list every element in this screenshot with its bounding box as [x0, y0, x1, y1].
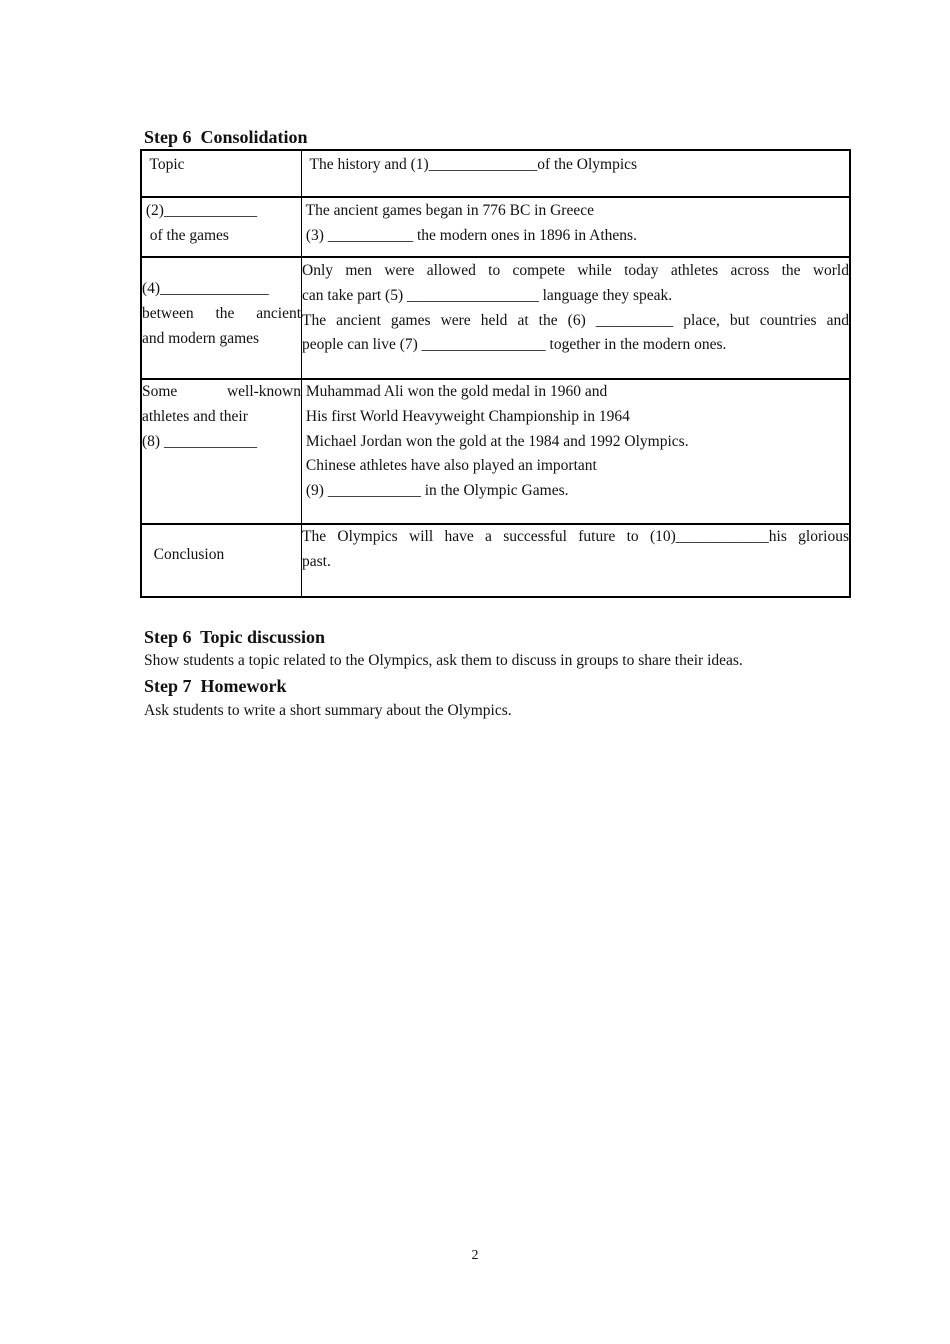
row-divider	[142, 256, 849, 258]
topic-discussion-heading: Step 6 Topic discussion	[144, 627, 326, 647]
row-topic-content: The history and (1)______________of the Olympics	[302, 156, 638, 173]
row-divider	[142, 196, 849, 198]
row-athletes-content: Muhammad Ali won the gold medal in 1960 and His first World Heavyweight Championship in 1964 Michael Jordan won the gold at the 1984 and 1992 Olympics. Chinese athletes have also played an important (9) ____________ in the Olympic Games.	[302, 383, 689, 500]
row-differences-content: Only men were allowed to compete while today athletes across the world can take part (5) _________________ language they speak. The ancient games were held at the (6) __________ place, but countries and people can live (7) ________________ together in the modern ones.	[302, 262, 849, 354]
topic-discussion-body: Show students a topic related to the Olympics, ask them to discuss in groups to share their ideas.	[144, 652, 743, 669]
homework-heading: Step 7 Homework	[144, 676, 287, 696]
row-history-label: (2)____________ of the games	[142, 202, 257, 244]
homework-body: Ask students to write a short summary about the Olympics.	[144, 702, 512, 719]
row-conclusion-label: Conclusion	[142, 546, 225, 563]
row-differences-label: (4)______________ between the ancient and modern games	[142, 280, 301, 347]
consolidation-heading: Step 6 Consolidation	[144, 127, 308, 147]
consolidation-table	[140, 149, 851, 598]
row-history-content: The ancient games began in 776 BC in Greece (3) ___________ the modern ones in 1896 in Athens.	[302, 202, 637, 244]
row-topic-label: Topic	[142, 156, 185, 173]
row-athletes-label: Some well-known athletes and their (8) ____________	[142, 383, 301, 450]
row-conclusion-content: The Olympics will have a successful future to (10)____________his glorious past.	[302, 528, 849, 570]
page-number: 2	[471, 1248, 479, 1263]
